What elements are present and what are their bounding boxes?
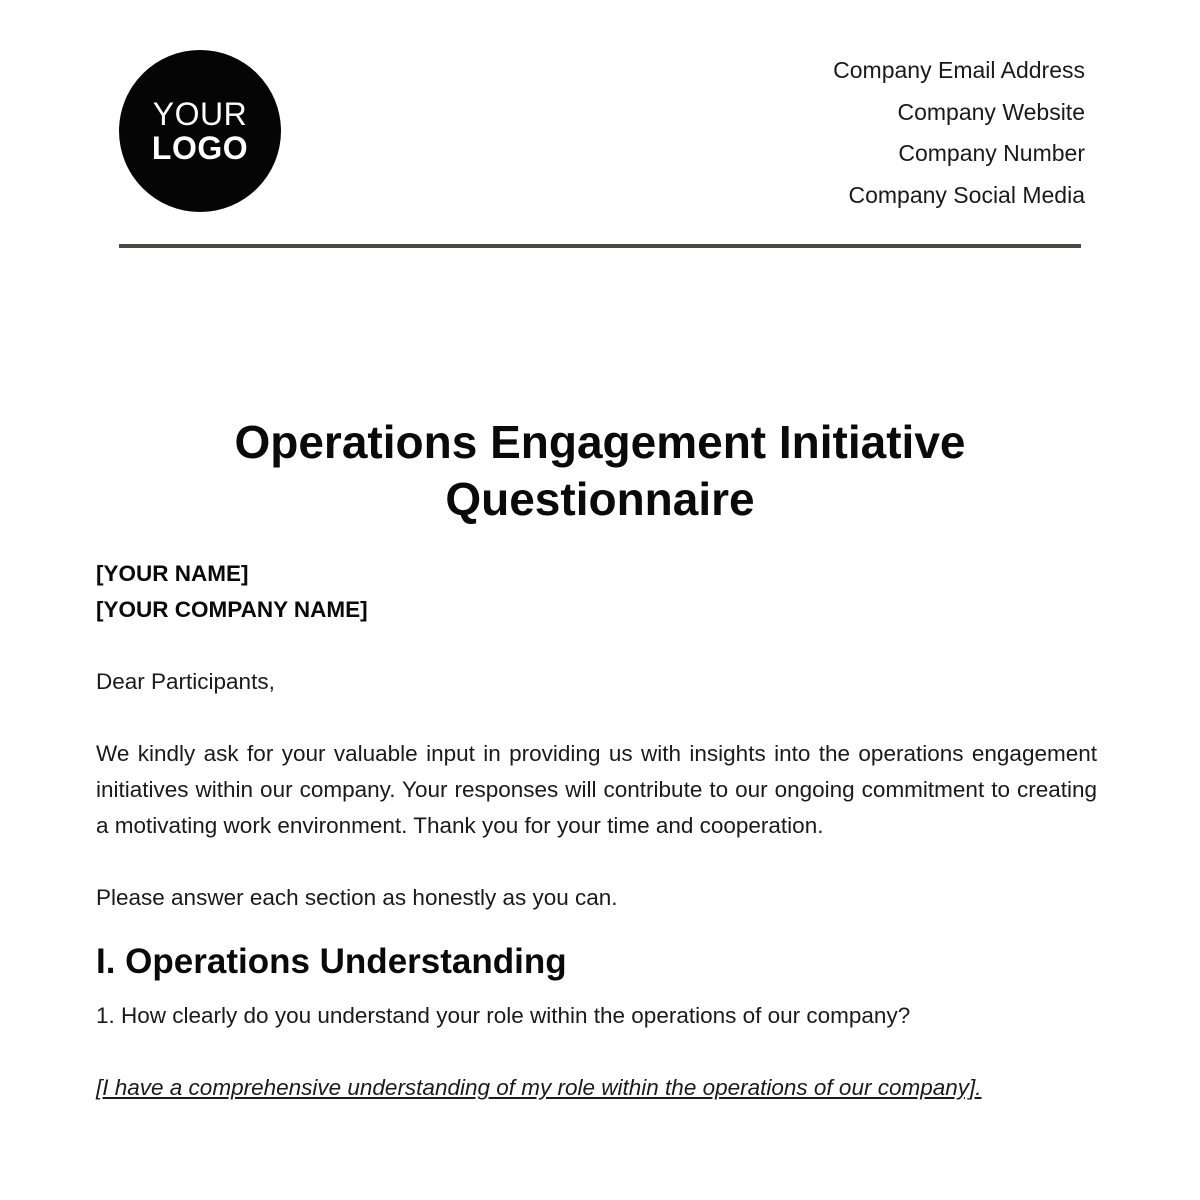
logo-text-bottom: LOGO xyxy=(151,130,249,166)
greeting: Dear Participants, xyxy=(96,669,275,694)
company-website: Company Website xyxy=(897,98,1085,125)
company-email: Company Email Address xyxy=(833,57,1085,83)
header-divider xyxy=(119,244,1081,248)
section-heading: I. Operations Understanding xyxy=(96,942,567,981)
question-text: 1. How clearly do you understand your role within the operations of our company? xyxy=(96,1003,911,1028)
company-social-media: Company Social Media xyxy=(848,181,1085,208)
company-logo xyxy=(119,50,281,212)
instruction-paragraph: Please answer each section as honestly as you can. xyxy=(96,885,618,910)
company-contact-block xyxy=(833,50,1085,216)
sender-company: [YOUR COMPANY NAME] xyxy=(96,597,368,622)
logo-text-top: YOUR xyxy=(152,96,248,132)
document-title: Operations Engagement Initiative Questionnaire xyxy=(234,416,966,525)
company-number: Company Number xyxy=(898,140,1085,166)
intro-paragraph: We kindly ask for your valuable input in providing us with insights into the operations engagement initiatives within our company. Your responses will contribute to our ongoing commitment to creating a motivating work environment. Thank you for your time and cooperation. xyxy=(96,741,1097,838)
document-body xyxy=(96,556,1097,1106)
sender-name: [YOUR NAME] xyxy=(96,561,249,586)
answer-placeholder: [I have a comprehensive understanding of my role within the operations of our company]. xyxy=(96,1075,982,1100)
